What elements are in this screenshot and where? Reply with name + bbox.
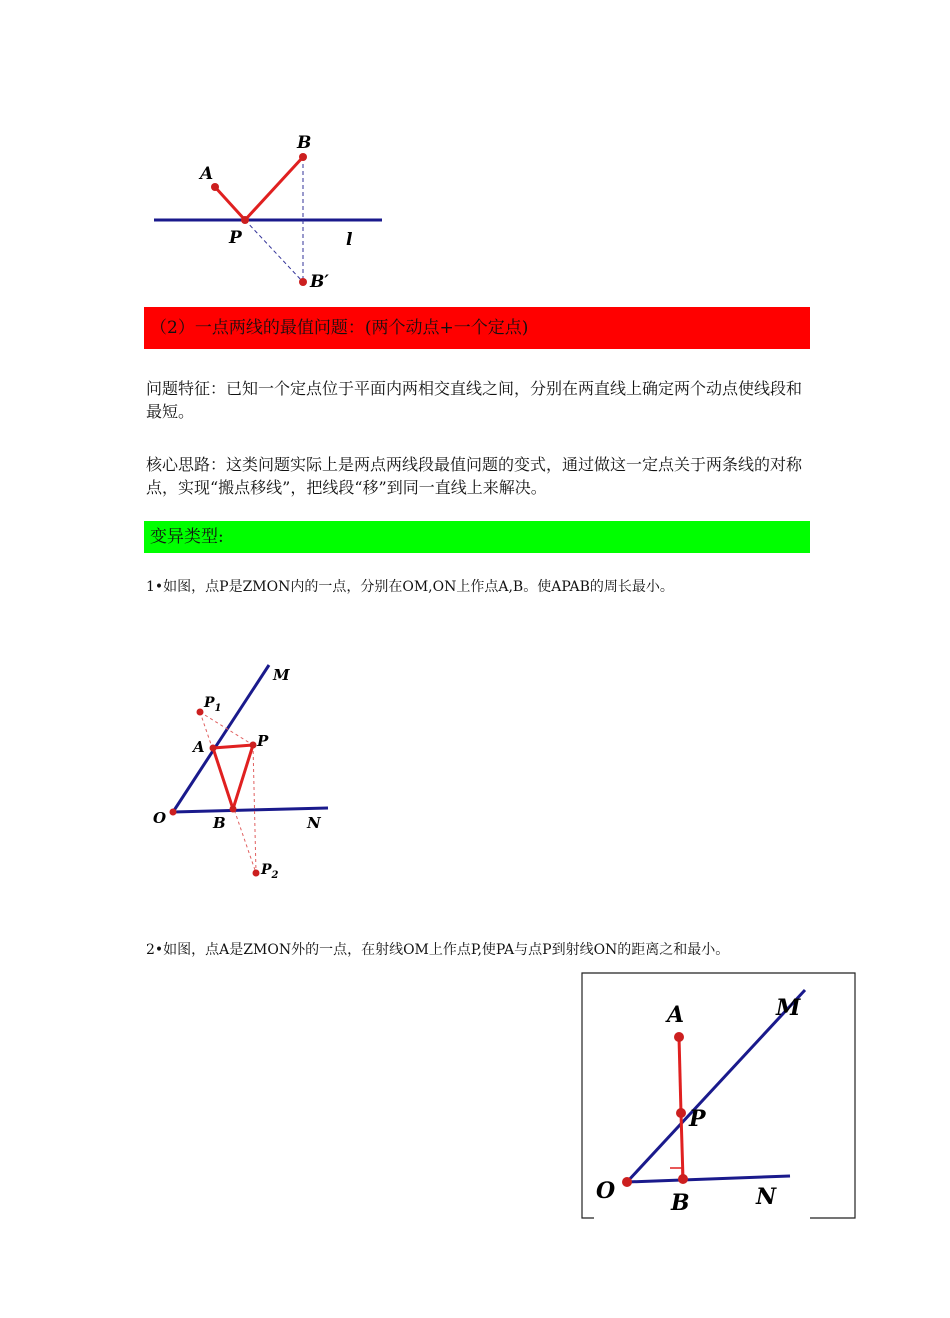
label-b: B	[213, 814, 226, 832]
label-o: O	[153, 809, 167, 827]
triangle-pab	[213, 745, 253, 809]
point-b	[299, 153, 307, 161]
ray-on	[173, 808, 328, 812]
label-b: B	[671, 1190, 690, 1216]
problem1-text: 1•如图，点P是ZMON内的一点，分别在OM,ON上作点A,B。使APAB的周长最小。	[146, 579, 674, 595]
label-b-prime: B′	[310, 272, 329, 292]
point-a	[210, 745, 217, 752]
point-p1	[197, 709, 204, 716]
variant-title-banner	[144, 521, 810, 553]
segment-ap	[679, 1037, 681, 1113]
label-a: A	[200, 164, 214, 184]
point-o	[170, 809, 177, 816]
section-title: （2）一点两线的最值问题：(两个动点+一个定点)	[150, 318, 529, 338]
problem2-text: 2•如图，点A是ZMON外的一点，在射线OM上作点P,使PA与点P到射线ON的距离之和最小。	[146, 942, 730, 958]
point-a	[211, 183, 219, 191]
label-p1-sub: 1	[214, 703, 222, 714]
point-b-prime	[299, 278, 307, 286]
dashed-p1-p	[200, 712, 253, 745]
variant-title: 变异类型:	[150, 527, 224, 547]
ray-om	[173, 665, 269, 812]
point-o	[622, 1177, 632, 1187]
label-n: N	[307, 814, 321, 832]
section-title-banner	[144, 307, 810, 349]
label-p2-sub: 2	[271, 870, 279, 881]
point-b	[230, 806, 237, 813]
point-p2	[253, 870, 260, 877]
label-p1: $P_1$	[204, 695, 222, 714]
label-o: O	[596, 1178, 616, 1204]
segment-pb	[245, 157, 303, 220]
segment-ap	[215, 187, 245, 220]
label-p: P	[229, 228, 242, 248]
label-n: N	[756, 1184, 777, 1210]
label-p: P	[257, 732, 269, 750]
point-p	[241, 216, 249, 224]
point-p	[250, 742, 257, 749]
label-b: B	[297, 133, 312, 153]
label-a: A	[667, 1002, 685, 1028]
ray-on	[627, 1176, 790, 1182]
figure-point-outside-angle	[578, 970, 860, 1222]
label-l: l	[346, 230, 353, 250]
core-paragraph: 核心思路：这类问题实际上是两点两线段最值问题的变式，通过做这一定点关于两条线的对称点，实现“搬点移线”，把线段“移”到同一直线上来解决。	[146, 455, 803, 497]
feature-paragraph: 问题特征：已知一个定点位于平面内两相交直线之间，分别在两直线上确定两个动点使线段和最短。	[146, 379, 803, 421]
dashed-p-to-bprime	[245, 220, 303, 282]
point-p	[676, 1108, 686, 1118]
point-b	[678, 1174, 688, 1184]
label-m: M	[273, 666, 290, 684]
figure-reflection-line	[140, 125, 400, 300]
label-p: P	[689, 1106, 706, 1132]
label-m: M	[776, 995, 801, 1021]
label-p2: $P_2$	[261, 862, 279, 881]
label-a: A	[193, 738, 205, 756]
point-a	[674, 1032, 684, 1042]
figure-point-inside-angle	[145, 655, 345, 885]
